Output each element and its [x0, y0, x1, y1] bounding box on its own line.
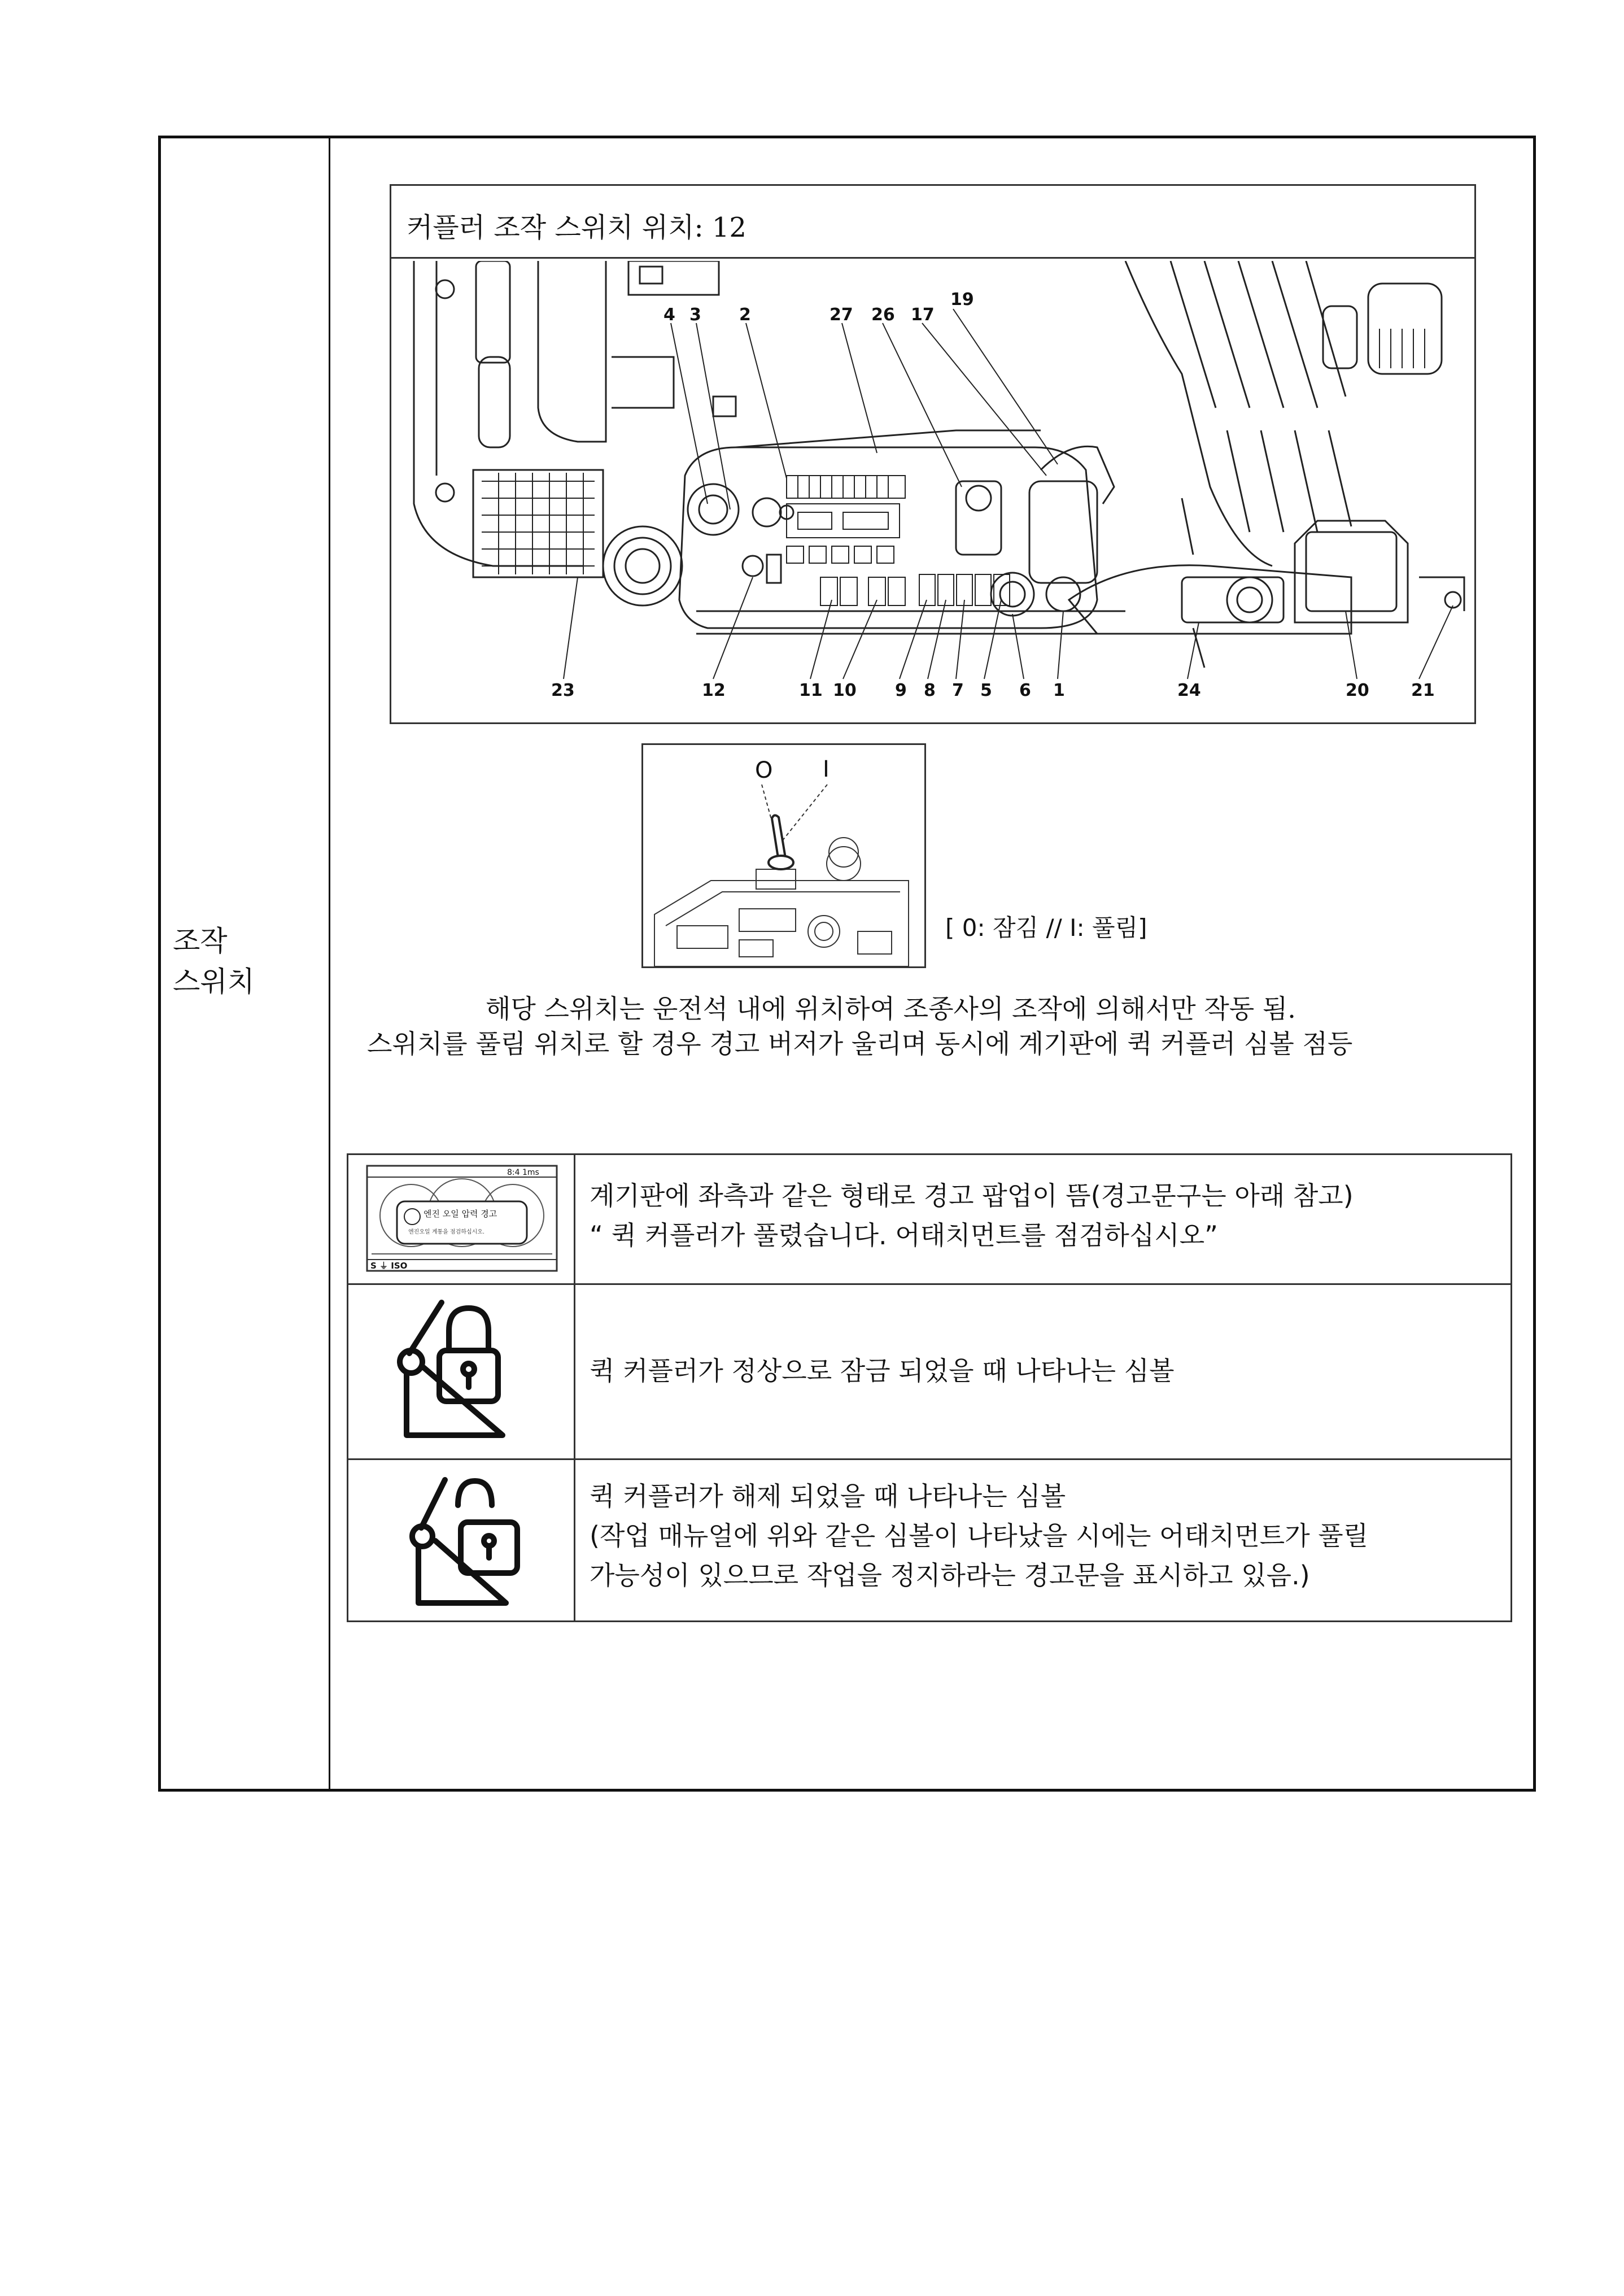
callout-9: 9 — [895, 681, 907, 700]
callout-5: 5 — [980, 681, 992, 700]
symbol-table-row-divider — [347, 1458, 1512, 1460]
table-row3-line2: (작업 매뉴얼에 위와 같은 심볼이 나타났을 시에는 어태치먼트가 풀릴 — [590, 1520, 1369, 1551]
table-row3-line3: 가능성이 있으므로 작업을 정지하라는 경고문을 표시하고 있음.) — [590, 1560, 1310, 1591]
table-row1-line1: 계기판에 좌측과 같은 형태로 경고 팝업이 뜸(경고문구는 아래 참고) — [590, 1180, 1354, 1211]
callout-19: 19 — [950, 290, 974, 310]
table-row2-line1: 퀵 커플러가 정상으로 잠금 되었을 때 나타나는 심볼 — [590, 1356, 1175, 1386]
callout-6: 6 — [1019, 681, 1031, 700]
row-label-line1: 조작 — [173, 925, 228, 957]
coupler-unlocked-icon — [404, 1474, 534, 1610]
switch-label-o: O — [755, 757, 773, 783]
coupler-locked-icon — [390, 1297, 525, 1444]
callout-8: 8 — [924, 681, 936, 700]
row-label-line2: 스위치 — [173, 965, 255, 998]
switch-legend: [ 0: 잠김 // I: 풀림] — [945, 914, 1147, 942]
row-label — [173, 921, 255, 1002]
symbol-table-row-divider — [347, 1283, 1512, 1285]
callout-10: 10 — [833, 681, 857, 700]
callout-21: 21 — [1411, 681, 1435, 700]
callout-12: 12 — [702, 681, 726, 700]
callout-7: 7 — [952, 681, 964, 700]
table-row3-line1: 퀵 커플러가 해제 되었을 때 나타나는 심볼 — [590, 1481, 1066, 1511]
cluster-bottom-icons: S ⏚ ISO — [370, 1261, 408, 1271]
callout-1: 1 — [1053, 681, 1065, 700]
table-row1-line2: “ 퀵 커플러가 풀렸습니다. 어태치먼트를 점검하십시오” — [590, 1220, 1218, 1251]
cluster-time: 8:4 1ms — [507, 1168, 539, 1177]
symbol-table-column-divider — [574, 1153, 575, 1622]
figure-title: 커플러 조작 스위치 위치: 12 — [407, 212, 746, 243]
column-divider — [329, 136, 330, 1792]
callout-24: 24 — [1177, 681, 1201, 700]
cab-console-drawing — [391, 261, 1474, 722]
callout-2: 2 — [739, 305, 751, 325]
figure-title-bar — [390, 184, 1476, 259]
callout-11: 11 — [799, 681, 823, 700]
dashboard-popup-icon — [366, 1165, 558, 1272]
switch-label-i: I — [823, 756, 830, 782]
callout-20: 20 — [1346, 681, 1369, 700]
callout-27: 27 — [830, 305, 853, 325]
callout-3: 3 — [689, 305, 701, 325]
description-line1: 해당 스위치는 운전석 내에 위치하여 조종사의 조작에 의해서만 작동 됨. — [486, 994, 1296, 1024]
switch-closeup-drawing — [643, 745, 924, 966]
callout-17: 17 — [911, 305, 935, 325]
callout-23: 23 — [551, 681, 575, 700]
callout-4: 4 — [663, 305, 675, 325]
description-line2: 스위치를 풀림 위치로 할 경우 경고 버저가 울리며 동시에 계기판에 퀵 커플러 심볼 점등 — [367, 1029, 1353, 1059]
cluster-popup-title: 엔진 오일 압력 경고 — [424, 1209, 497, 1219]
switch-closeup-box — [641, 743, 926, 968]
callout-26: 26 — [871, 305, 895, 325]
cluster-popup-subtitle: 엔진오일 계통을 점검하십시오. — [408, 1229, 485, 1235]
